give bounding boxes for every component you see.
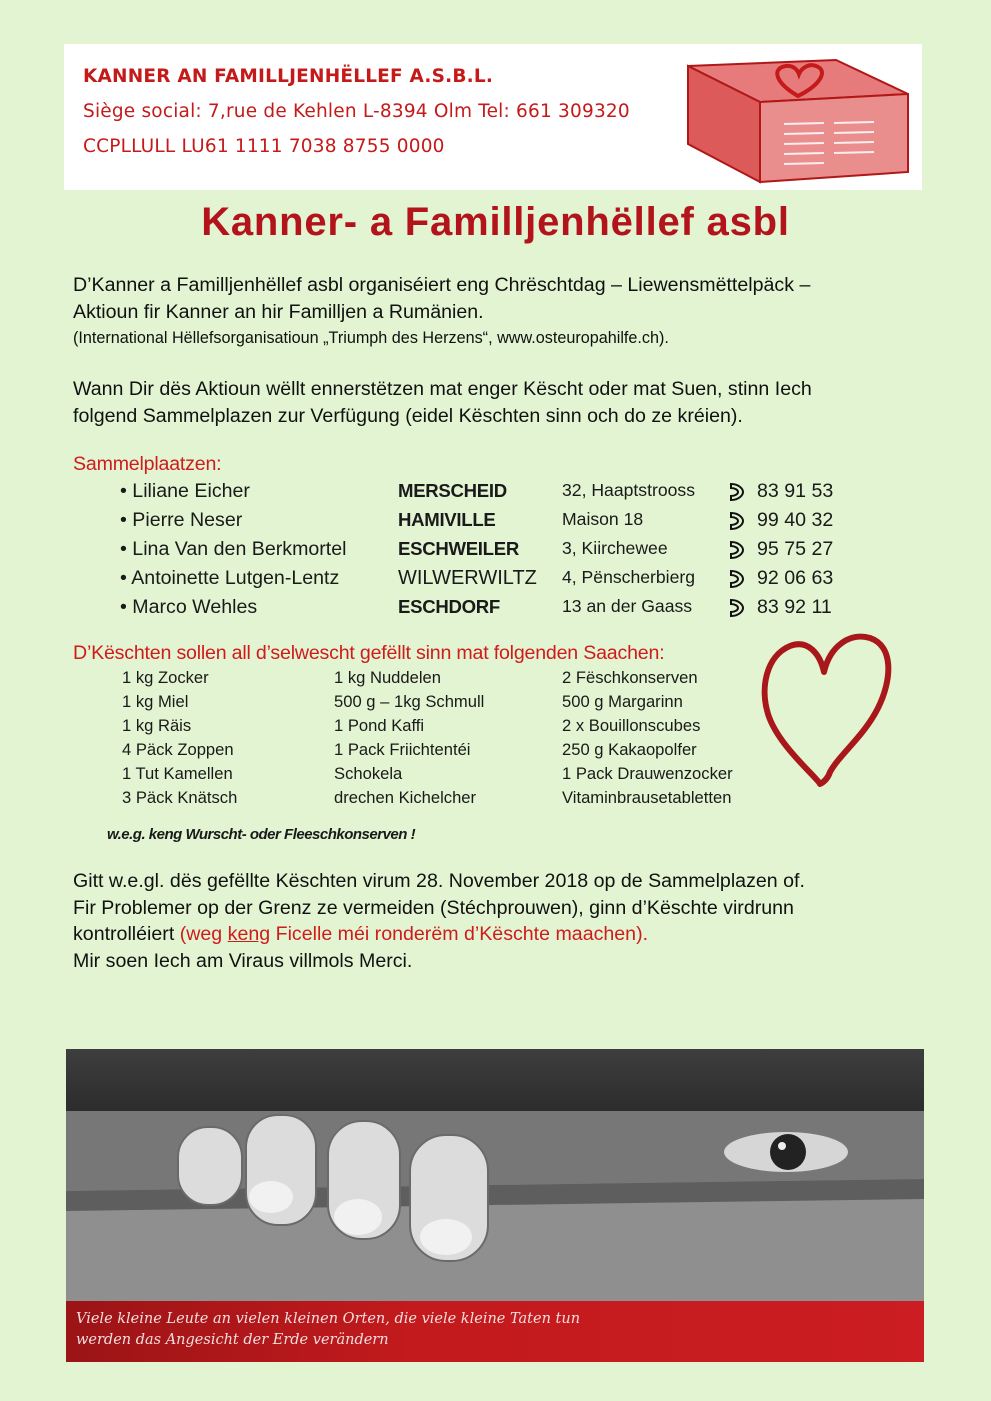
warning-text-underlined: keng xyxy=(227,923,271,945)
support-line-1: Wann Dir dës Aktioun wëllt ennerstëtzen mat enger Këscht oder mat Suen, stinn Iech xyxy=(73,378,812,400)
phone-icon xyxy=(725,539,747,561)
cp-address: 4, Pënscherbierg xyxy=(562,567,696,587)
cp-phone: 92 06 63 xyxy=(757,567,834,589)
list-item: 1 Pack Drauwenzocker xyxy=(562,764,733,783)
cp-address: Maison 18 xyxy=(562,509,644,529)
cp-address: 3, Kiirchewee xyxy=(562,538,668,558)
list-item: 500 g – 1kg Schmull xyxy=(334,692,485,711)
cp-phone: 99 40 32 xyxy=(757,509,834,531)
table-row xyxy=(0,567,991,596)
collection-heading: Sammelplaatzen: xyxy=(73,453,222,475)
cp-town: ESCHWEILER xyxy=(398,538,519,559)
header-banner xyxy=(64,44,922,190)
photo-caption-line-2: werden das Angesicht der Erde verändern xyxy=(76,1332,389,1348)
table-row xyxy=(0,538,991,567)
phone-icon xyxy=(725,597,747,619)
phone-icon xyxy=(725,568,747,590)
list-item: 1 Pond Kaffi xyxy=(334,716,425,735)
cp-town: HAMIVILLE xyxy=(398,509,496,530)
intro-line-3: (International Hëllefsorganisatioun „Triumph des Herzens“, www.osteuropahilfe.ch). xyxy=(73,329,669,347)
cp-name: • Liliane Eicher xyxy=(120,480,250,502)
photo-child-behind-fence xyxy=(66,1049,924,1362)
cp-town: MERSCHEID xyxy=(398,480,507,501)
list-item: 250 g Kakaopolfer xyxy=(562,740,697,759)
note-text: w.e.g. keng Wurscht- oder Fleeschkonserven ! xyxy=(107,826,416,843)
list-item: Schokela xyxy=(334,764,403,783)
list-item: drechen Kichelcher xyxy=(334,788,477,807)
list-item: 3 Päck Knätsch xyxy=(122,788,238,807)
cp-name: • Lina Van den Berkmortel xyxy=(120,538,347,560)
org-bank: CCPLLULL LU61 1111 7038 8755 0000 xyxy=(83,136,445,157)
closing-line-2: Fir Problemer op der Grenz ze vermeiden (Stéchprouwen), ginn d’Këschte virdrunn xyxy=(73,896,794,919)
list-item: 1 kg Nuddelen xyxy=(334,668,442,687)
table-row xyxy=(0,509,991,538)
list-item: 2 Fëschkonserven xyxy=(562,668,698,687)
intro-line-2: Aktioun fir Kanner an hir Familljen a Rumänien. xyxy=(73,300,484,323)
org-address: Siège social: 7,rue de Kehlen L-8394 Olm Tel: 661 309320 xyxy=(83,101,630,122)
list-item: 1 Tut Kamellen xyxy=(122,764,233,783)
list-item: 500 g Margarinn xyxy=(562,692,683,711)
cp-phone: 83 91 53 xyxy=(757,480,834,502)
cp-name: • Pierre Neser xyxy=(120,509,243,531)
cp-phone: 83 92 11 xyxy=(757,596,832,618)
cp-address: 13 an der Gaass xyxy=(562,596,693,616)
phone-icon xyxy=(725,510,747,532)
contents-heading: D’Këschten sollen all d’selwescht gefëllt sinn mat folgenden Saachen: xyxy=(73,642,665,664)
list-item: 1 kg Räis xyxy=(122,716,192,735)
photo-caption-band xyxy=(66,1301,924,1362)
cp-phone: 95 75 27 xyxy=(757,538,834,560)
photo-caption-line-1: Viele kleine Leute an vielen kleinen Orten, die viele kleine Taten tun xyxy=(76,1311,581,1327)
org-name: KANNER AN FAMILLJENHËLLEF A.S.B.L. xyxy=(83,66,494,87)
support-line-2: folgend Sammelplazen zur Verfügung (eidel Këschten sinn och do ze kréien). xyxy=(73,404,743,427)
warning-text-b: Ficelle méi ronderëm d’Këschte maachen). xyxy=(270,923,649,945)
table-row xyxy=(0,480,991,509)
warning-text-a: (weg xyxy=(179,923,228,945)
list-item: 1 Pack Friichtentéi xyxy=(334,740,471,759)
collection-points-table xyxy=(0,480,991,630)
list-item: 2 x Bouillonscubes xyxy=(562,716,701,735)
list-item: 4 Päck Zoppen xyxy=(122,740,234,759)
table-row xyxy=(0,596,991,625)
closing-line-3-start: kontrolléiert xyxy=(73,923,180,945)
gift-box-icon xyxy=(674,54,910,184)
list-item: 1 kg Zocker xyxy=(122,668,209,687)
cp-name: • Marco Wehles xyxy=(120,596,258,618)
list-item: Vitaminbrausetabletten xyxy=(562,788,732,807)
page-title: Kanner- a Familljenhëllef asbl xyxy=(201,200,790,244)
list-item: 1 kg Miel xyxy=(122,692,189,711)
intro-paragraph xyxy=(73,272,913,352)
closing-paragraph xyxy=(73,868,913,974)
closing-line-4: Mir soen Iech am Viraus villmols Merci. xyxy=(73,949,413,972)
support-paragraph xyxy=(73,376,913,429)
cp-town: WILWERWILTZ xyxy=(398,567,537,589)
closing-line-3 xyxy=(73,921,913,948)
cp-address: 32, Haaptstrooss xyxy=(562,480,696,500)
cp-name: • Antoinette Lutgen-Lentz xyxy=(120,567,340,589)
heart-icon xyxy=(758,628,898,788)
cp-town: ESCHDORF xyxy=(398,596,500,617)
closing-line-1: Gitt w.e.gl. dës gefëllte Këschten virum 28. November 2018 op de Sammelplazen of. xyxy=(73,870,805,892)
intro-line-1: D’Kanner a Familljenhëllef asbl organiséiert eng Chrëschtdag – Liewensmëttelpäck – xyxy=(73,274,811,296)
phone-icon xyxy=(725,481,747,503)
